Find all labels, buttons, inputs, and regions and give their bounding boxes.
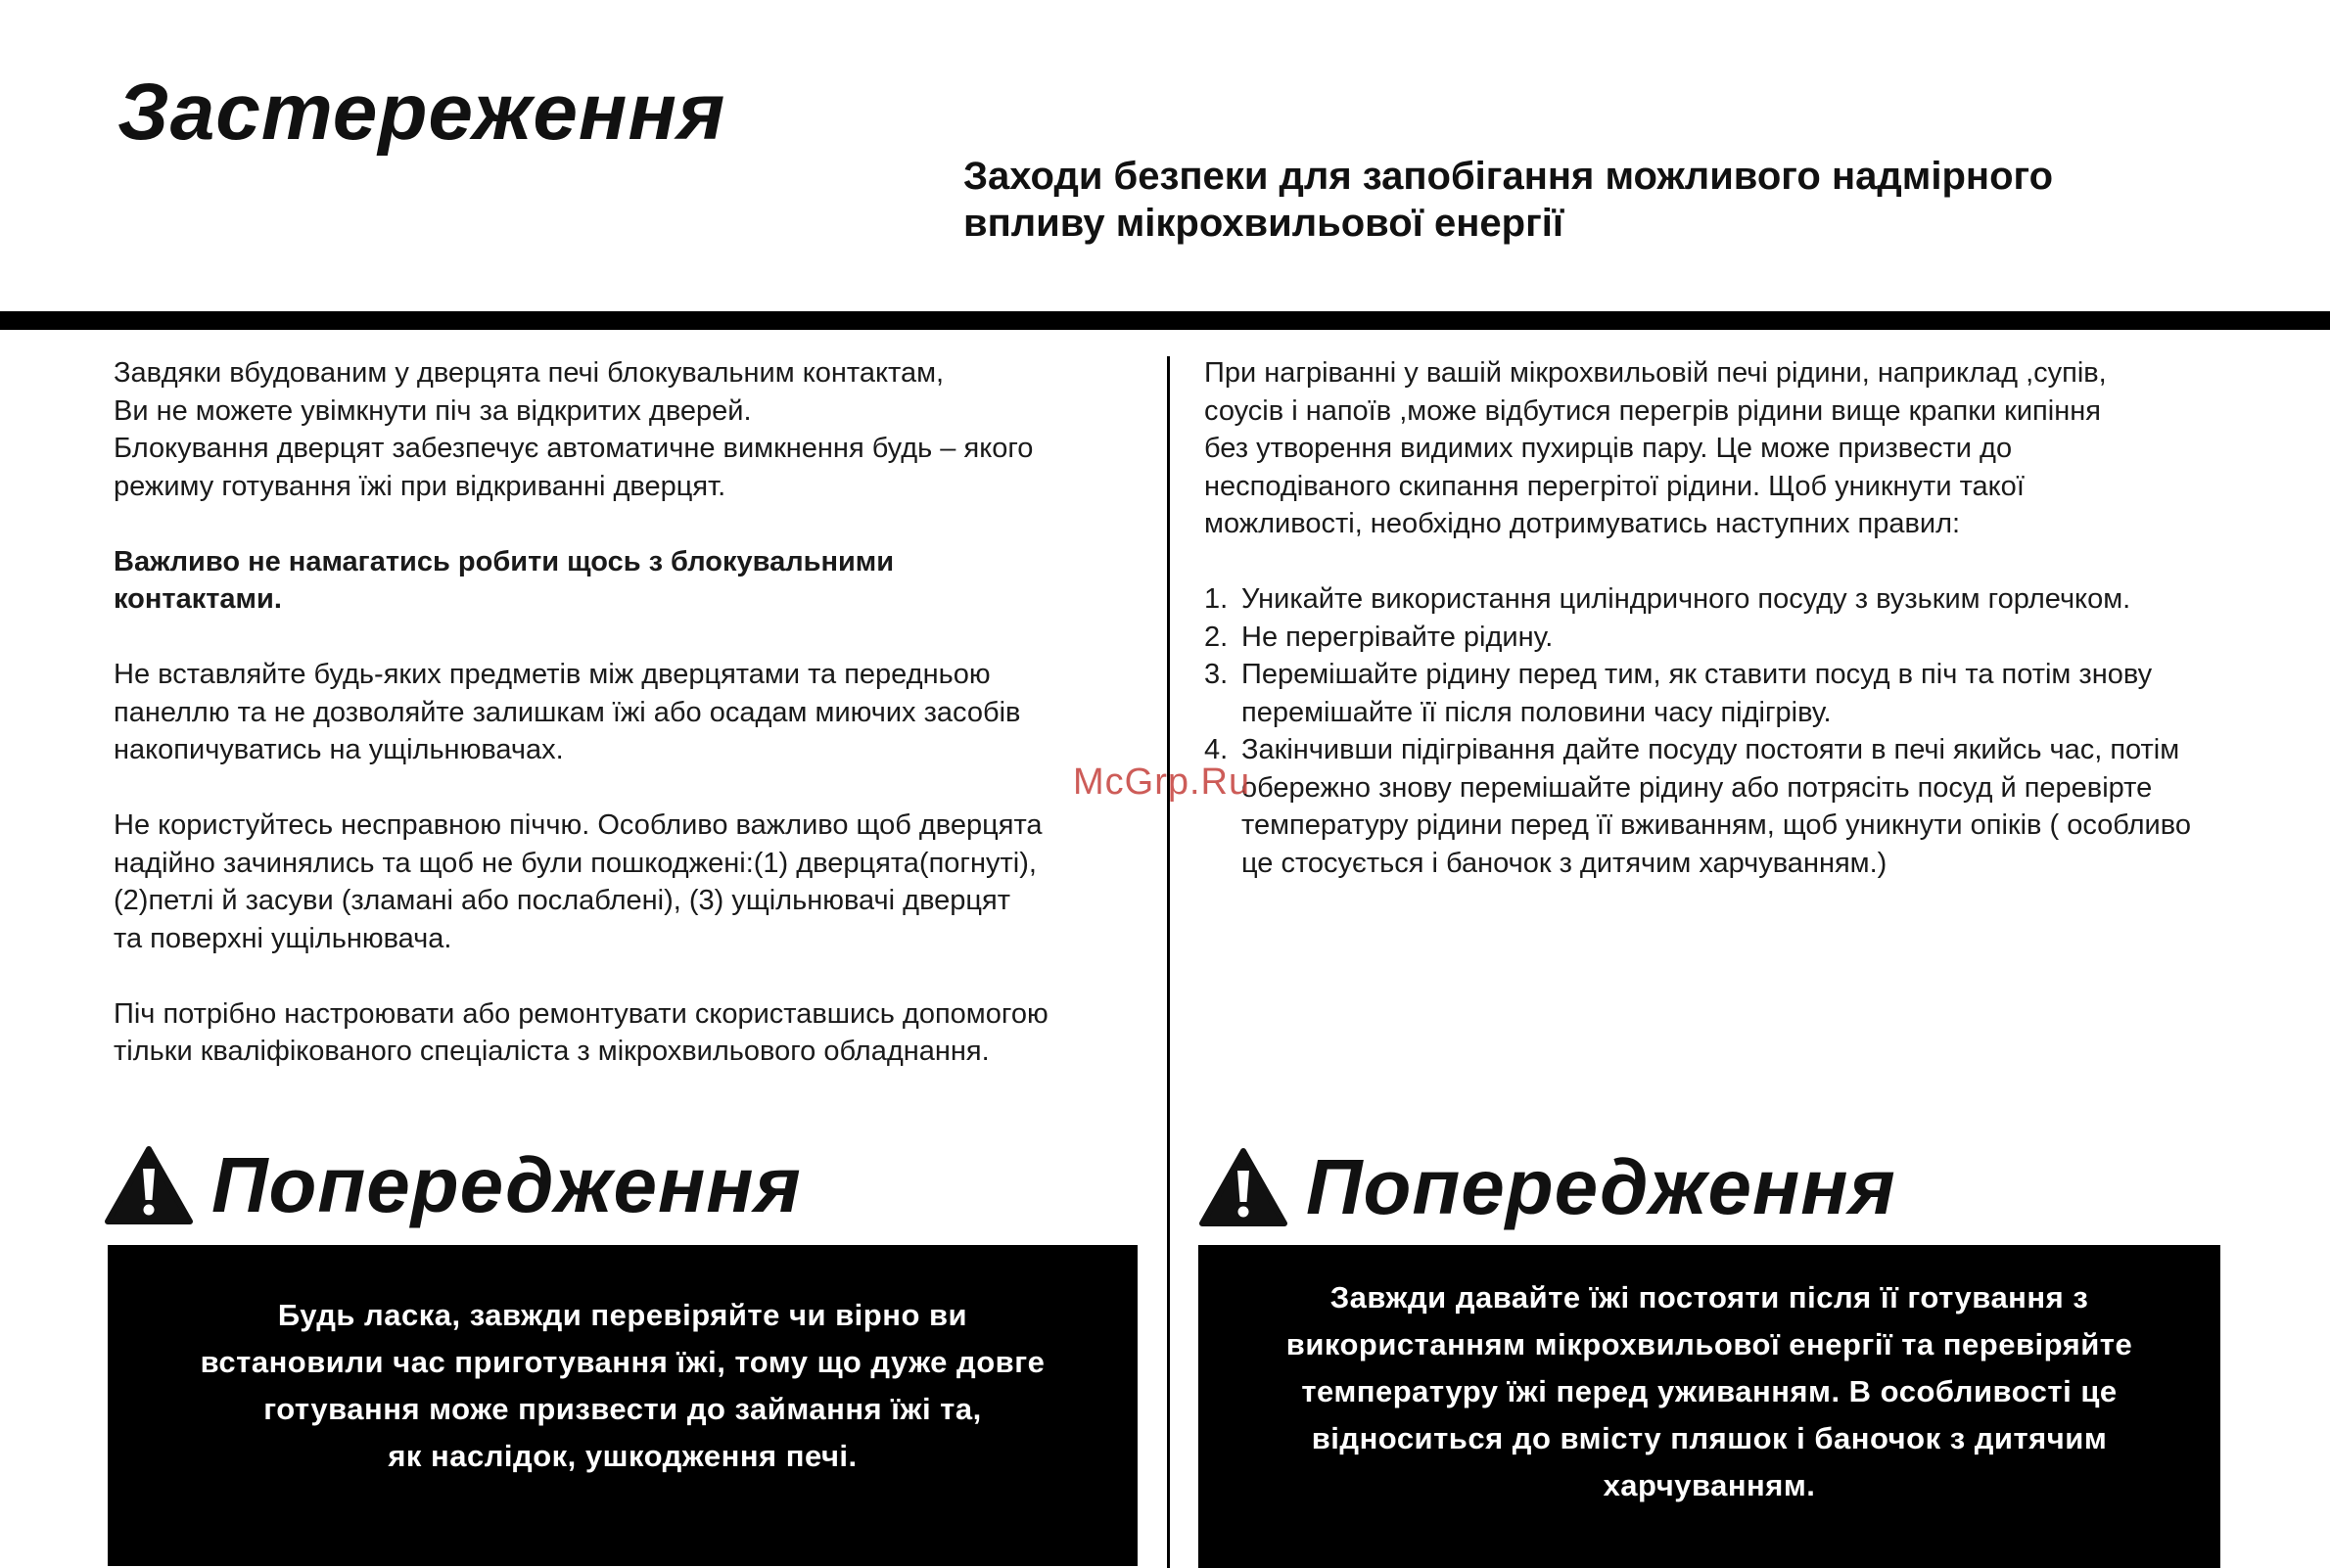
subtitle-line: Заходи безпеки для запобігання можливого надмірного <box>963 155 2054 198</box>
warning-text-line: як наслідок, ушкодження печі. <box>388 1439 858 1473</box>
text-line: (2)петлі й засуви (зламані або послаблені), (3) ущільнювачі дверцят <box>114 885 1011 916</box>
text-line: без утворення видимих пухирців пару. Це може призвести до <box>1204 433 2013 464</box>
list-text: це стосується і баночок з дитячим харчуванням.) <box>1241 847 1887 879</box>
right-column <box>1204 354 2310 882</box>
text-line: тільки кваліфікованого спеціаліста з мікрохвильового обладнання. <box>114 1036 990 1067</box>
paragraph-gap <box>114 505 1151 543</box>
warning-text-line: Завжди давайте їжі постояти після її готування з <box>1329 1280 2089 1314</box>
section-subtitle <box>963 153 2295 247</box>
subtitle-line: впливу мікрохвильової енергії <box>963 202 1564 245</box>
list-number: 2. <box>1204 621 1229 653</box>
important-note-line: Важливо не намагатись робити щось з блокувальними <box>114 545 895 577</box>
list-item <box>1204 731 2310 769</box>
text-line: Ви не можете увімкнути піч за відкритих дверей. <box>114 394 752 427</box>
warning-title: Попередження <box>1306 1143 1896 1230</box>
warning-text-line: встановили час приготування їжі, тому що дуже довге <box>200 1345 1046 1379</box>
list-number: 4. <box>1204 734 1229 765</box>
list-text: Перемішайте рідину перед тим, як ставити посуд в піч та потім знову <box>1241 659 2153 690</box>
warning-text-line: харчуванням. <box>1603 1468 1816 1502</box>
list-item <box>1204 656 2310 694</box>
list-number: 3. <box>1204 659 1229 690</box>
text-line: Блокування дверцят забезпечує автоматичне вимкнення будь – якого <box>114 433 1034 464</box>
header-rule <box>0 311 2330 330</box>
text-line: накопичуватись на ущільнювачах. <box>114 734 564 765</box>
list-text: Закінчивши підігрівання дайте посуду постояти в печі якийсь час, потім <box>1241 734 2180 765</box>
warning-text-line: готування може призвести до займання їжі та, <box>263 1392 982 1426</box>
warning-heading-right <box>1198 1143 1896 1230</box>
text-line: Піч потрібно настроювати або ремонтувати скориставшись допомогою <box>114 997 1048 1030</box>
list-item <box>1204 580 2310 619</box>
text-line: При нагріванні у вашій мікрохвильовій печі рідини, наприклад ,супів, <box>1204 357 2107 389</box>
text-line: режиму готування їжі при відкриванні дверцят. <box>114 470 726 502</box>
list-item <box>1204 619 2310 657</box>
warning-title: Попередження <box>211 1141 802 1228</box>
list-text: Уникайте використання циліндричного посуду з вузьким горлечком. <box>1241 583 2131 615</box>
column-divider <box>1167 356 1170 1568</box>
list-text: перемішайте її після половини часу підігріву. <box>1241 696 1832 728</box>
text-line: Не вставляйте будь-яких предметів між дверцятами та передньою <box>114 659 991 690</box>
warning-box-right <box>1198 1245 2220 1568</box>
paragraph-gap <box>114 957 1151 995</box>
warning-triangle-icon <box>104 1145 194 1225</box>
text-line: соусів і напоїв ,може відбутися перегрів рідини вище крапки кипіння <box>1204 394 2101 427</box>
text-line: несподіваного скипання перегрітої рідини. Щоб уникнути такої <box>1204 470 2025 502</box>
text-line: надійно зачинялись та щоб не були пошкоджені:(1) дверцята(погнуті), <box>114 847 1037 879</box>
text-line: та поверхні ущільнювача. <box>114 922 452 954</box>
page-title: Застереження <box>117 68 726 157</box>
paragraph-gap <box>1204 543 2310 581</box>
text-line: Не користуйтесь несправною піччю. Особливо важливо щоб дверцята <box>114 809 1043 841</box>
paragraph-gap <box>114 769 1151 807</box>
list-text: температуру рідини перед її вживанням, щоб уникнути опіків ( особливо <box>1241 809 2191 841</box>
list-text: обережно знову перемішайте рідину або потрясіть посуд й перевірте <box>1241 771 2153 804</box>
warning-text-line: використанням мікрохвильової енергії та перевіряйте <box>1285 1327 2133 1361</box>
warning-heading-left <box>104 1141 802 1228</box>
warning-text-line: відноситься до вмісту пляшок і баночок з дитячим <box>1311 1421 2108 1455</box>
text-line: можливості, необхідно дотримуватись наступних правил: <box>1204 508 1961 539</box>
warning-triangle-icon <box>1198 1147 1288 1227</box>
paragraph-gap <box>114 619 1151 657</box>
warning-text-line: температуру їжі перед уживанням. В особливості це <box>1301 1374 2118 1408</box>
important-note-line: контактами. <box>114 583 282 615</box>
left-column <box>114 354 1151 1071</box>
list-number: 1. <box>1204 583 1229 615</box>
warning-text-line: Будь ласка, завжди перевіряйте чи вірно ви <box>277 1298 968 1332</box>
text-line: панеллю та не дозволяйте залишкам їжі або осадам миючих засобів <box>114 696 1021 728</box>
text-line: Завдяки вбудованим у дверцята печі блокувальним контактам, <box>114 357 945 389</box>
warning-box-left <box>108 1245 1138 1566</box>
list-text: Не перегрівайте рідину. <box>1241 621 1554 653</box>
watermark: McGrp.Ru <box>1073 761 1251 803</box>
